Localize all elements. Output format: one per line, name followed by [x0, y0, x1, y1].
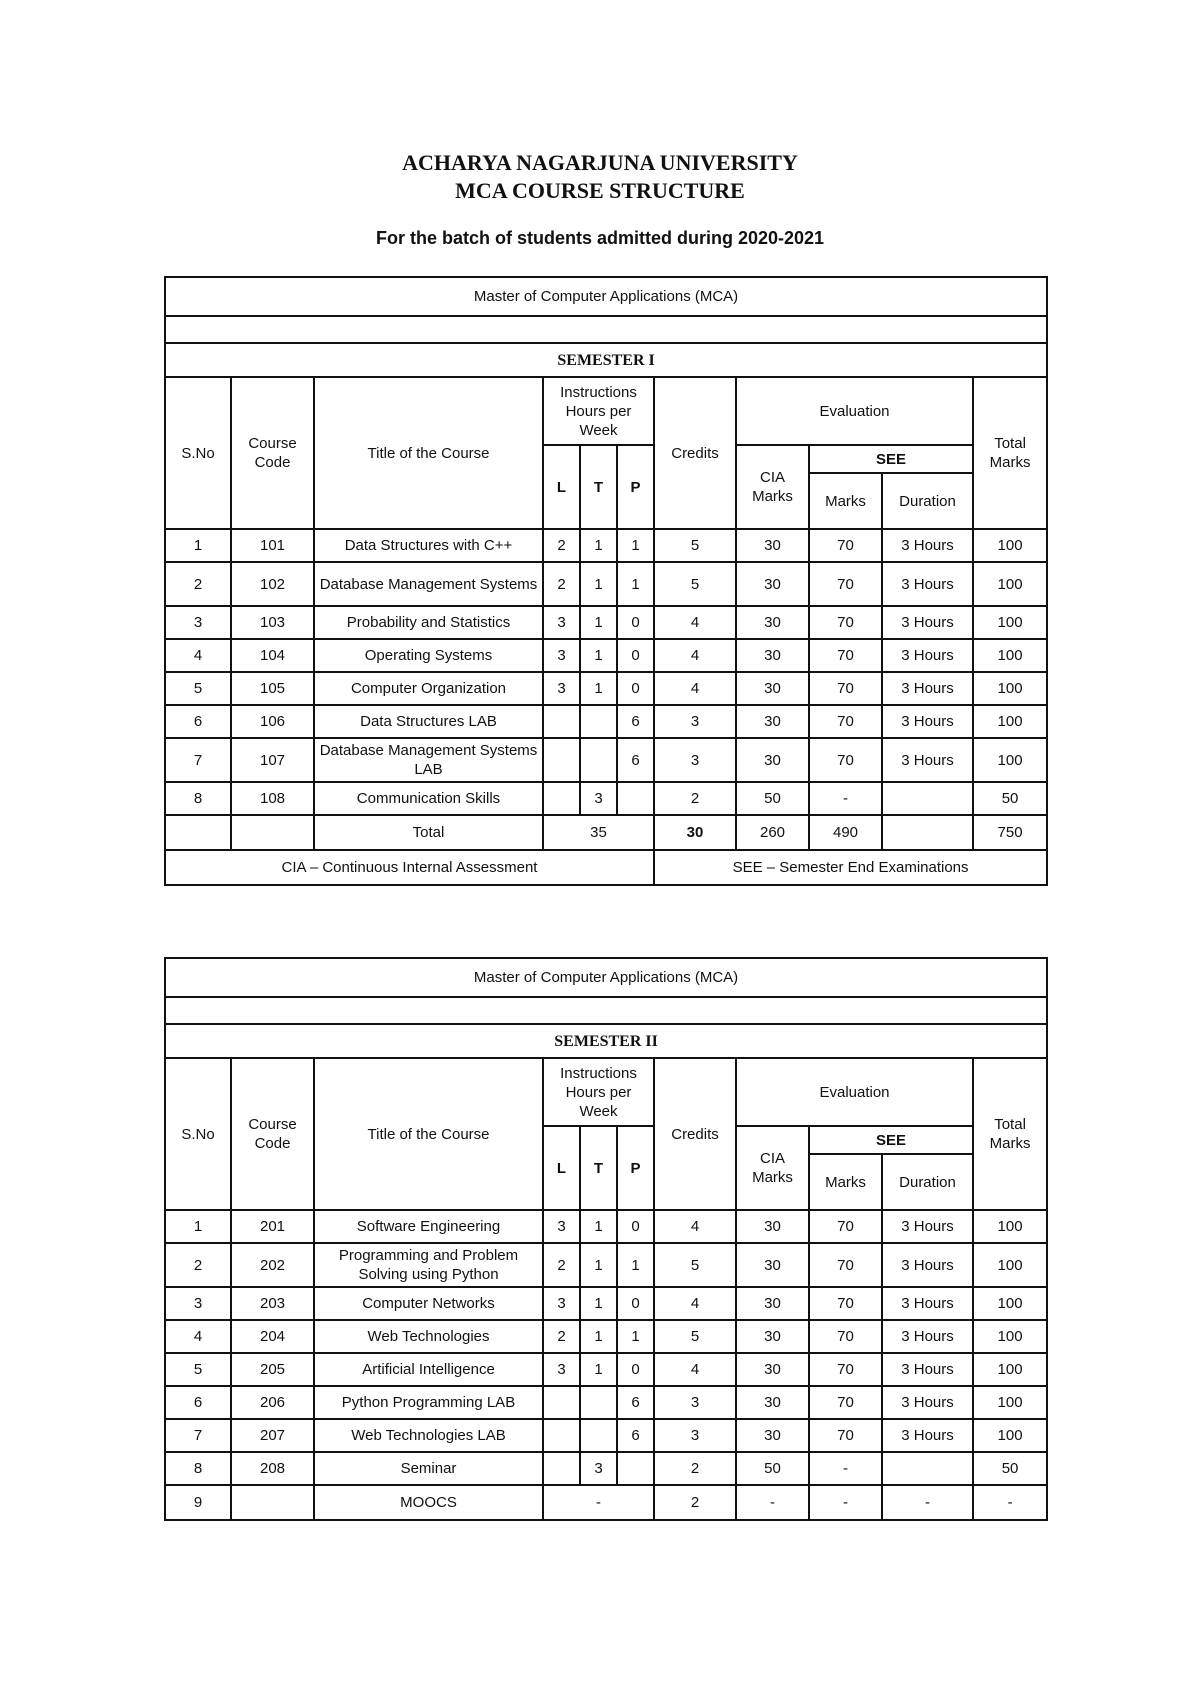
course-code: 207	[231, 1419, 314, 1452]
sno: 1	[165, 529, 231, 562]
university-title: ACHARYA NAGARJUNA UNIVERSITY	[402, 150, 798, 175]
sno: 6	[165, 1386, 231, 1419]
cia-marks: 30	[736, 738, 809, 782]
hours-t: 3	[580, 1452, 617, 1485]
credits: 5	[654, 562, 736, 606]
course-title: Database Management Systems LAB	[314, 738, 543, 782]
course-code: 204	[231, 1320, 314, 1353]
col-credits: Credits	[654, 377, 736, 529]
course-title: Communication Skills	[314, 782, 543, 815]
hours-t: 1	[580, 1287, 617, 1320]
total-marks: 100	[973, 1210, 1047, 1243]
hours-p: 1	[617, 529, 654, 562]
see-duration: 3 Hours	[882, 1243, 973, 1287]
see-duration: 3 Hours	[882, 562, 973, 606]
hours-l: 3	[543, 1353, 580, 1386]
course-title: Programming and Problem Solving using Python	[314, 1243, 543, 1287]
cia-marks: 50	[736, 782, 809, 815]
course-title: Python Programming LAB	[314, 1386, 543, 1419]
col-title: Title of the Course	[314, 1058, 543, 1210]
hours-l: 3	[543, 606, 580, 639]
total-marks: 100	[973, 1287, 1047, 1320]
col-total-marks: Total Marks	[973, 377, 1047, 529]
course-row	[165, 782, 1047, 815]
credits: 5	[654, 1243, 736, 1287]
course-code: 205	[231, 1353, 314, 1386]
col-see-marks: Marks	[809, 473, 882, 529]
sno: 5	[165, 672, 231, 705]
total-credits: 30	[654, 815, 736, 850]
course-row	[165, 606, 1047, 639]
credits: 5	[654, 1320, 736, 1353]
total-marks: 100	[973, 1386, 1047, 1419]
semester-2-table	[164, 957, 1048, 1521]
col-see-duration: Duration	[882, 1154, 973, 1210]
cia-marks: 30	[736, 672, 809, 705]
col-instructions: Instructions Hours per Week	[543, 377, 654, 445]
total-marks: 100	[973, 1353, 1047, 1386]
see-duration: 3 Hours	[882, 1353, 973, 1386]
col-t: T	[580, 1126, 617, 1210]
see-marks: 70	[809, 705, 882, 738]
see-duration: 3 Hours	[882, 606, 973, 639]
semester-1-table	[164, 276, 1048, 886]
credits: 3	[654, 705, 736, 738]
moocs-total: -	[973, 1485, 1047, 1520]
total-row	[165, 815, 1047, 850]
credits: 2	[654, 1452, 736, 1485]
hours-l	[543, 738, 580, 782]
total-marks: 750	[973, 815, 1047, 850]
total-marks: 100	[973, 606, 1047, 639]
course-title: Computer Networks	[314, 1287, 543, 1320]
course-code: 107	[231, 738, 314, 782]
sno: 2	[165, 562, 231, 606]
col-evaluation: Evaluation	[736, 377, 973, 445]
hours-t: 1	[580, 1353, 617, 1386]
total-marks: 100	[973, 1320, 1047, 1353]
course-title: Operating Systems	[314, 639, 543, 672]
see-duration: 3 Hours	[882, 672, 973, 705]
moocs-row	[165, 1485, 1047, 1520]
course-code: 206	[231, 1386, 314, 1419]
col-course-code: Course Code	[231, 377, 314, 529]
total-cia: 260	[736, 815, 809, 850]
sno: 4	[165, 639, 231, 672]
see-marks: 70	[809, 639, 882, 672]
cia-marks: 30	[736, 639, 809, 672]
hours-l: 3	[543, 639, 580, 672]
blank-row	[165, 997, 1047, 1024]
see-marks: 70	[809, 1320, 882, 1353]
course-code: 201	[231, 1210, 314, 1243]
see-duration: 3 Hours	[882, 738, 973, 782]
hours-l	[543, 705, 580, 738]
total-marks: 50	[973, 1452, 1047, 1485]
col-cia-marks: CIA Marks	[736, 1126, 809, 1210]
see-marks: 70	[809, 1353, 882, 1386]
hours-p: 0	[617, 672, 654, 705]
program-name: Master of Computer Applications (MCA)	[165, 958, 1047, 997]
credits: 3	[654, 738, 736, 782]
moocs-cia: -	[736, 1485, 809, 1520]
hours-l: 2	[543, 1243, 580, 1287]
see-marks: 70	[809, 672, 882, 705]
hours-t	[580, 1419, 617, 1452]
hours-l: 2	[543, 529, 580, 562]
program-name: Master of Computer Applications (MCA)	[165, 277, 1047, 316]
hours-t: 1	[580, 529, 617, 562]
course-row	[165, 1320, 1047, 1353]
hours-t: 1	[580, 562, 617, 606]
see-duration	[882, 782, 973, 815]
see-marks: -	[809, 1452, 882, 1485]
sno: 8	[165, 1452, 231, 1485]
see-duration: 3 Hours	[882, 705, 973, 738]
course-title: Web Technologies LAB	[314, 1419, 543, 1452]
col-evaluation: Evaluation	[736, 1058, 973, 1126]
course-code: 104	[231, 639, 314, 672]
cia-marks: 30	[736, 1419, 809, 1452]
col-sno: S.No	[165, 1058, 231, 1210]
total-code	[231, 815, 314, 850]
course-title: Seminar	[314, 1452, 543, 1485]
hours-p: 1	[617, 1320, 654, 1353]
legend-cia: CIA – Continuous Internal Assessment	[165, 850, 654, 885]
col-credits: Credits	[654, 1058, 736, 1210]
hours-t: 1	[580, 1243, 617, 1287]
hours-p: 0	[617, 639, 654, 672]
cia-marks: 30	[736, 606, 809, 639]
hours-p: 0	[617, 1287, 654, 1320]
hours-t: 1	[580, 672, 617, 705]
hours-l	[543, 1452, 580, 1485]
see-marks: 70	[809, 738, 882, 782]
col-sno: S.No	[165, 377, 231, 529]
cia-marks: 30	[736, 1243, 809, 1287]
sno: 2	[165, 1243, 231, 1287]
credits: 4	[654, 1210, 736, 1243]
cia-marks: 30	[736, 1386, 809, 1419]
hours-t: 1	[580, 606, 617, 639]
see-duration: 3 Hours	[882, 1386, 973, 1419]
hours-p: 6	[617, 705, 654, 738]
hours-t: 3	[580, 782, 617, 815]
course-row	[165, 1452, 1047, 1485]
hours-p: 1	[617, 562, 654, 606]
see-marks: 70	[809, 562, 882, 606]
course-row	[165, 1386, 1047, 1419]
hours-t: 1	[580, 1320, 617, 1353]
hours-l	[543, 1419, 580, 1452]
legend-see: SEE – Semester End Examinations	[654, 850, 1047, 885]
moocs-duration: -	[882, 1485, 973, 1520]
total-marks: 100	[973, 705, 1047, 738]
semester-1-rows	[165, 529, 1047, 815]
total-marks: 100	[973, 672, 1047, 705]
course-row	[165, 738, 1047, 782]
sno: 8	[165, 782, 231, 815]
see-marks: 70	[809, 606, 882, 639]
hours-t: 1	[580, 1210, 617, 1243]
course-title: Data Structures with C++	[314, 529, 543, 562]
hours-p	[617, 1452, 654, 1485]
batch-subtitle: For the batch of students admitted during 2020-2021	[375, 228, 825, 248]
total-sno	[165, 815, 231, 850]
see-marks: -	[809, 782, 882, 815]
sno: 4	[165, 1320, 231, 1353]
course-code: 105	[231, 672, 314, 705]
hours-l: 2	[543, 562, 580, 606]
cia-marks: 30	[736, 529, 809, 562]
course-row	[165, 1210, 1047, 1243]
hours-t: 1	[580, 639, 617, 672]
hours-p: 0	[617, 606, 654, 639]
semester-2-rows	[165, 1210, 1047, 1485]
total-marks: 100	[973, 1243, 1047, 1287]
course-row	[165, 639, 1047, 672]
see-marks: 70	[809, 1419, 882, 1452]
cia-marks: 30	[736, 1210, 809, 1243]
blank-row	[165, 316, 1047, 343]
course-title: Artificial Intelligence	[314, 1353, 543, 1386]
semester-label: SEMESTER I	[165, 343, 1047, 377]
total-marks: 50	[973, 782, 1047, 815]
course-code: 208	[231, 1452, 314, 1485]
course-row	[165, 1419, 1047, 1452]
see-duration: 3 Hours	[882, 1210, 973, 1243]
semester-label: SEMESTER II	[165, 1024, 1047, 1058]
col-p: P	[617, 1126, 654, 1210]
course-code: 106	[231, 705, 314, 738]
see-duration: 3 Hours	[882, 529, 973, 562]
course-code: 102	[231, 562, 314, 606]
course-code: 108	[231, 782, 314, 815]
hours-l	[543, 782, 580, 815]
course-title: Probability and Statistics	[314, 606, 543, 639]
hours-p: 1	[617, 1243, 654, 1287]
cia-marks: 30	[736, 562, 809, 606]
hours-p	[617, 782, 654, 815]
hours-p: 0	[617, 1210, 654, 1243]
hours-l: 3	[543, 1287, 580, 1320]
sno: 7	[165, 738, 231, 782]
see-marks: 70	[809, 1386, 882, 1419]
credits: 4	[654, 606, 736, 639]
col-instructions: Instructions Hours per Week	[543, 1058, 654, 1126]
credits: 3	[654, 1386, 736, 1419]
total-duration	[882, 815, 973, 850]
see-duration: 3 Hours	[882, 1287, 973, 1320]
course-title: Software Engineering	[314, 1210, 543, 1243]
hours-t	[580, 738, 617, 782]
sno: 7	[165, 1419, 231, 1452]
moocs-code	[231, 1485, 314, 1520]
hours-l	[543, 1386, 580, 1419]
course-row	[165, 1243, 1047, 1287]
course-code: 103	[231, 606, 314, 639]
col-see-marks: Marks	[809, 1154, 882, 1210]
hours-l: 3	[543, 1210, 580, 1243]
course-row	[165, 705, 1047, 738]
course-title: Database Management Systems	[314, 562, 543, 606]
cia-marks: 30	[736, 1320, 809, 1353]
total-marks: 100	[973, 529, 1047, 562]
hours-t	[580, 705, 617, 738]
see-duration: 3 Hours	[882, 1320, 973, 1353]
total-marks: 100	[973, 562, 1047, 606]
course-row	[165, 1353, 1047, 1386]
col-see: SEE	[809, 1126, 973, 1154]
col-l: L	[543, 1126, 580, 1210]
course-code: 203	[231, 1287, 314, 1320]
course-code: 101	[231, 529, 314, 562]
credits: 4	[654, 672, 736, 705]
credits: 3	[654, 1419, 736, 1452]
credits: 5	[654, 529, 736, 562]
total-see: 490	[809, 815, 882, 850]
hours-l: 3	[543, 672, 580, 705]
col-course-code: Course Code	[231, 1058, 314, 1210]
sno: 3	[165, 1287, 231, 1320]
sno: 3	[165, 606, 231, 639]
total-marks: 100	[973, 738, 1047, 782]
cia-marks: 30	[736, 1353, 809, 1386]
cia-marks: 30	[736, 1287, 809, 1320]
course-structure-title: MCA COURSE STRUCTURE	[455, 178, 745, 203]
course-code: 202	[231, 1243, 314, 1287]
moocs-credits: 2	[654, 1485, 736, 1520]
credits: 4	[654, 1353, 736, 1386]
course-title: Web Technologies	[314, 1320, 543, 1353]
see-marks: 70	[809, 1243, 882, 1287]
sno: 6	[165, 705, 231, 738]
total-hours: 35	[543, 815, 654, 850]
cia-marks: 30	[736, 705, 809, 738]
moocs-see: -	[809, 1485, 882, 1520]
hours-p: 0	[617, 1353, 654, 1386]
course-title: Data Structures LAB	[314, 705, 543, 738]
col-l: L	[543, 445, 580, 529]
col-title: Title of the Course	[314, 377, 543, 529]
hours-p: 6	[617, 1419, 654, 1452]
course-row	[165, 1287, 1047, 1320]
course-row	[165, 672, 1047, 705]
cia-marks: 50	[736, 1452, 809, 1485]
total-label: Total	[314, 815, 543, 850]
moocs-sno: 9	[165, 1485, 231, 1520]
col-p: P	[617, 445, 654, 529]
col-t: T	[580, 445, 617, 529]
see-marks: 70	[809, 1287, 882, 1320]
see-duration: 3 Hours	[882, 639, 973, 672]
col-total-marks: Total Marks	[973, 1058, 1047, 1210]
moocs-title: MOOCS	[314, 1485, 543, 1520]
hours-l: 2	[543, 1320, 580, 1353]
see-marks: 70	[809, 1210, 882, 1243]
hours-t	[580, 1386, 617, 1419]
total-marks: 100	[973, 1419, 1047, 1452]
hours-p: 6	[617, 1386, 654, 1419]
see-duration	[882, 1452, 973, 1485]
sno: 5	[165, 1353, 231, 1386]
credits: 2	[654, 782, 736, 815]
see-marks: 70	[809, 529, 882, 562]
legend-row	[165, 850, 1047, 885]
col-see: SEE	[809, 445, 973, 473]
col-see-duration: Duration	[882, 473, 973, 529]
course-row	[165, 562, 1047, 606]
course-row	[165, 529, 1047, 562]
hours-p: 6	[617, 738, 654, 782]
total-marks: 100	[973, 639, 1047, 672]
see-duration: 3 Hours	[882, 1419, 973, 1452]
credits: 4	[654, 639, 736, 672]
col-cia-marks: CIA Marks	[736, 445, 809, 529]
course-title: Computer Organization	[314, 672, 543, 705]
credits: 4	[654, 1287, 736, 1320]
sno: 1	[165, 1210, 231, 1243]
moocs-hours: -	[543, 1485, 654, 1520]
